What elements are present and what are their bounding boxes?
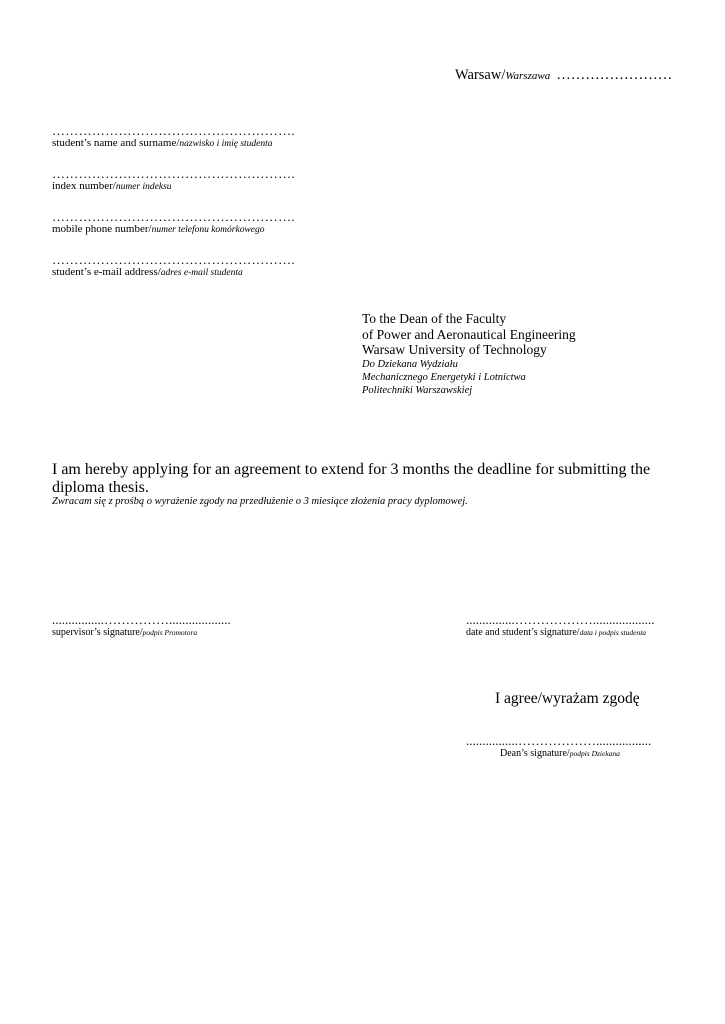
recipient-line-3: Warsaw University of Technology — [362, 342, 547, 357]
application-body — [52, 461, 682, 508]
recipient-line-1-pl: Do Dziekana Wydziału — [362, 358, 458, 370]
place-label-en: Warsaw/ — [455, 67, 506, 83]
recipient-line-2-pl: Mechanicznego Energetyki i Lotnictwa — [362, 371, 526, 383]
dean-signature-label: Dean’s signature/podpis Dziekana — [500, 748, 620, 759]
index-number-field-block — [52, 167, 295, 193]
email-field-block — [52, 253, 295, 279]
mobile-phone-field[interactable]: ………………………………………………. — [52, 209, 295, 224]
place-label-pl: Warszawa — [505, 70, 551, 82]
supervisor-signature-label: supervisor’s signature/podpis Promotora — [52, 627, 198, 638]
index-number-field[interactable]: ………………………………………………. — [52, 166, 295, 181]
application-text-pl: Zwracam się z prośbą o wyrażenie zgody na przedłużenie o 3 miesiące złożenia pracy dyplomowej. — [52, 496, 468, 507]
supervisor-signature-field[interactable]: ................……………................... — [52, 612, 231, 627]
student-signature-field[interactable]: ...............………………................... — [466, 612, 655, 627]
recipient-line-1: To the Dean of the Faculty — [362, 311, 507, 326]
student-name-field[interactable]: ………………………………………………. — [52, 123, 295, 138]
agreement-text: I agree/wyrażam zgodę — [495, 690, 640, 707]
date-field[interactable]: …………………… — [556, 67, 673, 83]
student-name-field-block — [52, 124, 295, 150]
recipient-line-2: of Power and Aeronautical Engineering — [362, 326, 576, 342]
email-field[interactable]: ………………………………………………. — [52, 252, 295, 267]
mobile-phone-field-block — [52, 210, 295, 236]
place-date-line — [455, 67, 672, 84]
recipient-address — [362, 311, 576, 397]
recipient-line-3-pl: Politechniki Warszawskiej — [362, 384, 473, 396]
index-number-label: index number/numer indeksu — [52, 180, 172, 192]
email-label: student’s e-mail address/adres e-mail studenta — [52, 266, 243, 278]
student-signature-block — [466, 613, 655, 639]
supervisor-signature-block — [52, 613, 231, 639]
student-name-label: student’s name and surname/nazwisko i imię studenta — [52, 137, 273, 149]
dean-signature-field[interactable]: ................………………................. — [466, 733, 652, 748]
application-text-en: I am hereby applying for an agreement to extend for 3 months the deadline for submitting the diploma thesis. — [52, 461, 651, 496]
mobile-phone-label: mobile phone number/numer telefonu komórkowego — [52, 223, 265, 235]
student-signature-label: date and student’s signature/data i podpis studenta — [466, 627, 647, 638]
dean-signature-block — [466, 734, 651, 760]
